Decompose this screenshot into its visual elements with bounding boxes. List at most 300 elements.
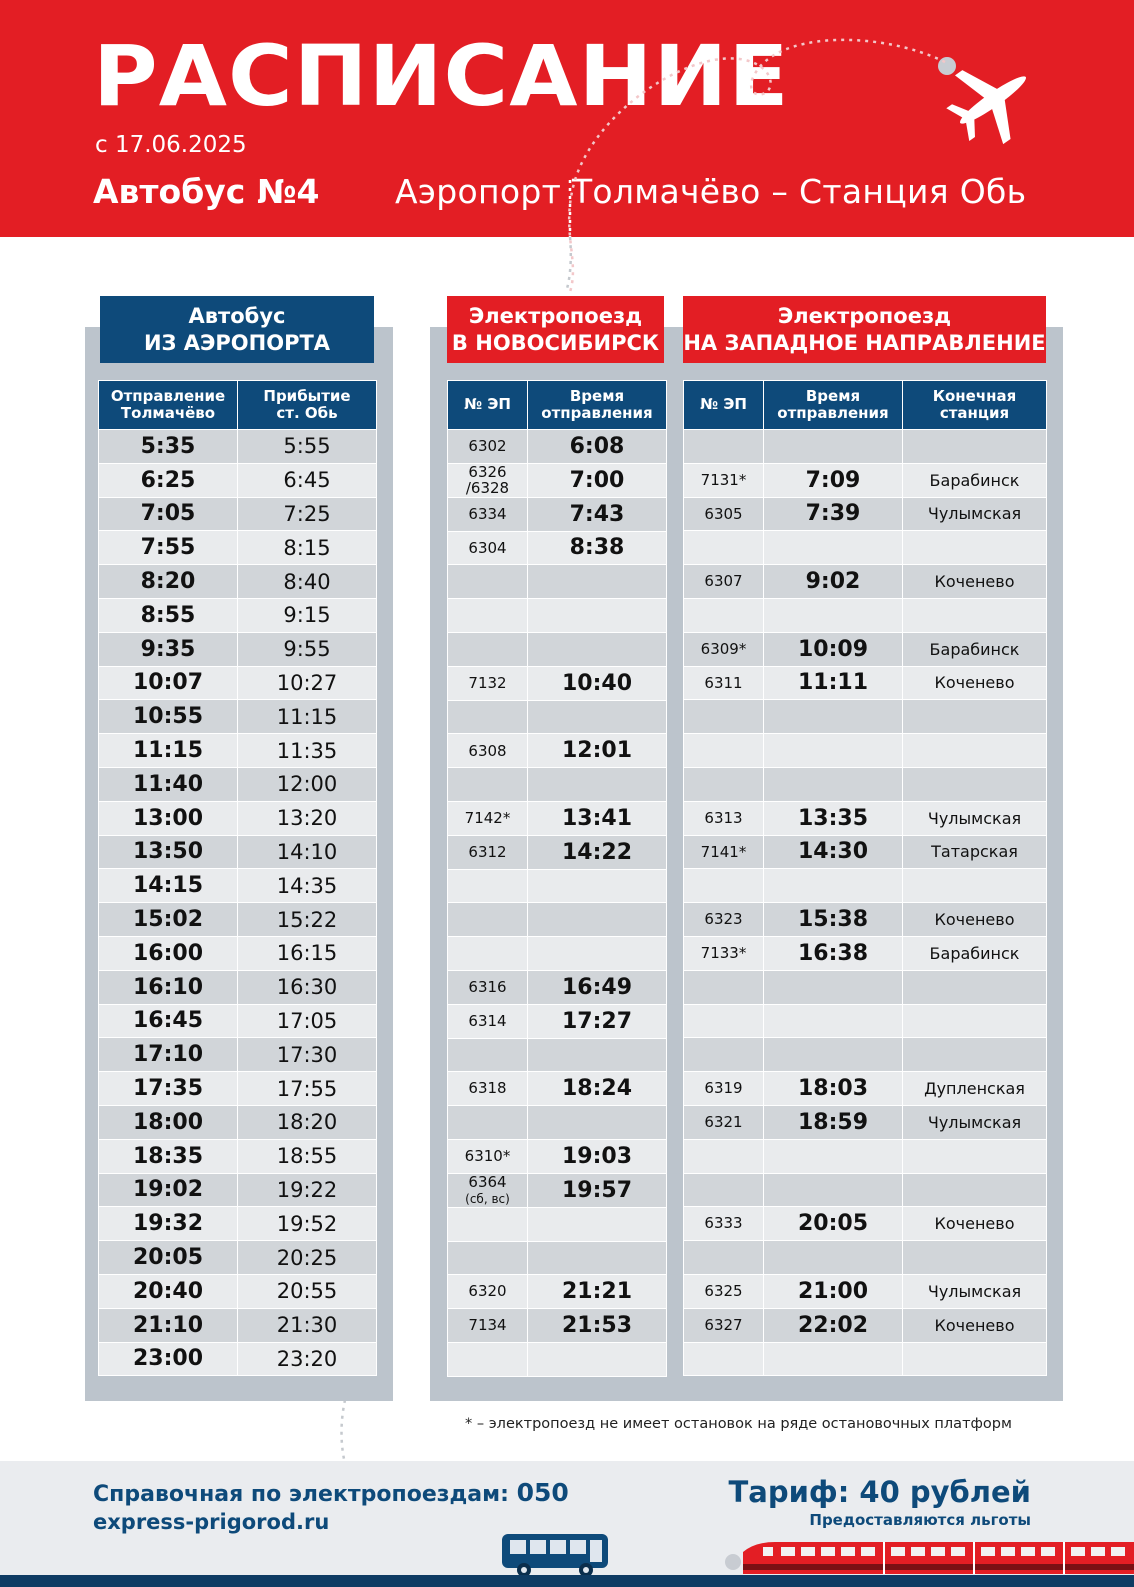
departure-time [764, 1241, 903, 1275]
table-row [99, 903, 377, 937]
departure-time: 21:00 [764, 1274, 903, 1308]
terminal-station [903, 1139, 1047, 1173]
arrival-time: 9:55 [238, 632, 377, 666]
table-row [448, 801, 667, 835]
table-row [684, 1139, 1047, 1173]
departure-time: 20:40 [99, 1274, 238, 1308]
departure-time: 21:21 [528, 1275, 667, 1309]
departure-time: 22:02 [764, 1308, 903, 1342]
departure-time [528, 903, 667, 937]
table-row [448, 497, 667, 531]
table-row [448, 1038, 667, 1072]
train-number-text: 6312 [468, 842, 507, 861]
website-link[interactable]: express-prigorod.ru [93, 1510, 330, 1534]
table-row [99, 835, 377, 869]
bus-schedule-table [98, 380, 377, 1376]
departure-time: 6:25 [99, 463, 238, 497]
terminal-station: Чулымская [903, 801, 1047, 835]
arrival-time: 17:05 [238, 1004, 377, 1038]
departure-time [528, 869, 667, 903]
table-row [684, 666, 1047, 700]
west-panel-header: Электропоезд НА ЗАПАДНОЕ НАПРАВЛЕНИЕ [683, 296, 1046, 363]
departure-time: 11:11 [764, 666, 903, 700]
train-number: 6333 [684, 1207, 764, 1241]
train-number-text: 6310* [464, 1147, 511, 1166]
terminal-station [903, 734, 1047, 768]
table-row [448, 1309, 667, 1343]
train-number: 6327 [684, 1308, 764, 1342]
departure-time: 20:05 [764, 1207, 903, 1241]
header-banner [0, 0, 1134, 237]
table-row [684, 869, 1047, 903]
train-number-text: 7142* [464, 809, 511, 828]
train-number: 6321 [684, 1105, 764, 1139]
departure-time: 10:55 [99, 700, 238, 734]
table-row [684, 1173, 1047, 1207]
table-row [684, 598, 1047, 632]
terminal-station [903, 1038, 1047, 1072]
table-row [99, 666, 377, 700]
train-number [448, 1072, 528, 1106]
departure-time: 17:10 [99, 1038, 238, 1072]
table-row [684, 1004, 1047, 1038]
departure-time [764, 700, 903, 734]
train-number [684, 700, 764, 734]
table-row [99, 1038, 377, 1072]
train-number: 6305 [684, 497, 764, 531]
table-row [99, 1342, 377, 1376]
table-row [448, 835, 667, 869]
departure-time [764, 1342, 903, 1376]
departure-time: 16:10 [99, 970, 238, 1004]
arrival-time: 12:00 [238, 767, 377, 801]
route-name: Аэропорт Толмачёво – Станция Обь [395, 172, 1027, 211]
train-number [448, 1241, 528, 1275]
train-number-text: 6334 [468, 504, 507, 523]
table-row [684, 903, 1047, 937]
terminal-station: Коченево [903, 565, 1047, 599]
table-row [448, 903, 667, 937]
departure-time: 21:10 [99, 1308, 238, 1342]
departure-time [764, 531, 903, 565]
table-row [99, 1072, 377, 1106]
terminal-station: Дупленская [903, 1072, 1047, 1106]
arrival-time: 19:52 [238, 1207, 377, 1241]
train-number [448, 1038, 528, 1072]
terminal-station: Татарская [903, 835, 1047, 869]
col-train-number: № ЭП [684, 381, 764, 430]
departure-time: 18:24 [528, 1072, 667, 1106]
helpline-number: 050 [516, 1478, 569, 1507]
col-departure-time: Время отправления [528, 381, 667, 430]
table-row [99, 1004, 377, 1038]
departure-time: 14:22 [528, 835, 667, 869]
table-row [99, 767, 377, 801]
arrival-time: 15:22 [238, 903, 377, 937]
train-number-extra: (сб, вс) [465, 1192, 510, 1207]
table-row [684, 1274, 1047, 1308]
departure-time [528, 1038, 667, 1072]
table-row [448, 700, 667, 734]
train-number [684, 1241, 764, 1275]
table-row [684, 1105, 1047, 1139]
table-row [448, 869, 667, 903]
departure-time: 19:57 [528, 1173, 667, 1207]
train-number-text: 6326 [468, 463, 507, 481]
train-number [448, 430, 528, 464]
west-schedule-table [683, 380, 1047, 1376]
nsk-panel-header: Электропоезд В НОВОСИБИРСК [447, 296, 664, 363]
departure-time [528, 565, 667, 599]
train-number [448, 768, 528, 802]
table-row [684, 1308, 1047, 1342]
train-number [448, 1342, 528, 1376]
col-terminal-station: Конечная станция [903, 381, 1047, 430]
arrival-time: 5:55 [238, 430, 377, 464]
terminal-station: Коченево [903, 1207, 1047, 1241]
train-number [684, 1038, 764, 1072]
train-number [448, 1106, 528, 1140]
train-number [448, 903, 528, 937]
departure-time [528, 1342, 667, 1376]
departure-time: 16:45 [99, 1004, 238, 1038]
table-row [684, 1207, 1047, 1241]
table-row [99, 531, 377, 565]
train-number [684, 598, 764, 632]
departure-time: 10:40 [528, 666, 667, 700]
table-row [684, 970, 1047, 1004]
table-row [448, 1275, 667, 1309]
departure-time: 7:55 [99, 531, 238, 565]
train-number [684, 767, 764, 801]
departure-time: 23:00 [99, 1342, 238, 1376]
arrival-time: 23:20 [238, 1342, 377, 1376]
departure-time: 21:53 [528, 1309, 667, 1343]
departure-time: 16:49 [528, 970, 667, 1004]
departure-time: 9:02 [764, 565, 903, 599]
table-row [684, 767, 1047, 801]
train-number [448, 1207, 528, 1241]
col-arrival: Прибытие ст. Обь [238, 381, 377, 430]
table-row [448, 632, 667, 666]
table-row [448, 1139, 667, 1173]
table-row [448, 768, 667, 802]
departure-time: 7:39 [764, 497, 903, 531]
departure-time [764, 1004, 903, 1038]
departure-time: 14:30 [764, 835, 903, 869]
footnote: * – электропоезд не имеет остановок на ряде остановочных платформ [465, 1416, 1012, 1432]
train-number-text: 6318 [468, 1079, 507, 1098]
terminal-station: Коченево [903, 903, 1047, 937]
departure-time: 19:03 [528, 1139, 667, 1173]
train-number [448, 531, 528, 565]
col-train-number: № ЭП [448, 381, 528, 430]
train-number [448, 734, 528, 768]
table-row [684, 531, 1047, 565]
departure-time: 7:43 [528, 497, 667, 531]
table-row [99, 700, 377, 734]
terminal-station: Чулымская [903, 497, 1047, 531]
terminal-station [903, 767, 1047, 801]
table-row [684, 1038, 1047, 1072]
departure-time: 19:32 [99, 1207, 238, 1241]
table-row [99, 497, 377, 531]
train-number [448, 599, 528, 633]
departure-time [528, 1241, 667, 1275]
train-number [448, 869, 528, 903]
table-row [684, 565, 1047, 599]
table-row [448, 565, 667, 599]
departure-time: 5:35 [99, 430, 238, 464]
train-number [448, 497, 528, 531]
table-row [99, 1308, 377, 1342]
train-number [448, 1139, 528, 1173]
departure-time [764, 767, 903, 801]
departure-time: 17:27 [528, 1004, 667, 1038]
train-number-text: 6302 [468, 437, 507, 456]
table-row [448, 1106, 667, 1140]
train-number [448, 1309, 528, 1343]
departure-time [528, 768, 667, 802]
departure-time [764, 734, 903, 768]
train-number-text: 6314 [468, 1011, 507, 1030]
train-icon [725, 1538, 1134, 1578]
table-row [99, 1173, 377, 1207]
terminal-station [903, 869, 1047, 903]
table-row [448, 430, 667, 464]
table-row [684, 463, 1047, 497]
train-number-text: 6320 [468, 1282, 507, 1301]
departure-time: 8:20 [99, 565, 238, 599]
arrival-time: 18:55 [238, 1139, 377, 1173]
table-row [684, 632, 1047, 666]
train-number [448, 1004, 528, 1038]
departure-time [528, 632, 667, 666]
arrival-time: 16:15 [238, 936, 377, 970]
train-number [448, 463, 528, 497]
departure-time [528, 1106, 667, 1140]
table-row [448, 463, 667, 497]
train-number [448, 937, 528, 971]
departure-time: 15:38 [764, 903, 903, 937]
table-row [684, 936, 1047, 970]
terminal-station: Барабинск [903, 632, 1047, 666]
arrival-time: 17:30 [238, 1038, 377, 1072]
train-number [448, 565, 528, 599]
departure-time [764, 869, 903, 903]
benefits-note: Предоставляются льготы [809, 1511, 1031, 1529]
table-row [448, 599, 667, 633]
train-number [448, 970, 528, 1004]
arrival-time: 20:55 [238, 1274, 377, 1308]
train-number [448, 1173, 528, 1207]
table-row [684, 1342, 1047, 1376]
departure-time [764, 970, 903, 1004]
arrival-time: 7:25 [238, 497, 377, 531]
train-number [448, 801, 528, 835]
table-row [684, 1241, 1047, 1275]
departure-time: 7:09 [764, 463, 903, 497]
bus-panel-header: Автобус ИЗ АЭРОПОРТА [100, 296, 374, 363]
departure-time: 13:50 [99, 835, 238, 869]
table-row [448, 1072, 667, 1106]
departure-time: 11:15 [99, 734, 238, 768]
table-row [684, 734, 1047, 768]
terminal-station [903, 531, 1047, 565]
arrival-time: 10:27 [238, 666, 377, 700]
table-row [99, 598, 377, 632]
departure-time: 12:01 [528, 734, 667, 768]
train-number-text: 6316 [468, 978, 507, 997]
departure-time [528, 937, 667, 971]
table-row [99, 430, 377, 464]
departure-time: 18:00 [99, 1105, 238, 1139]
train-number [684, 869, 764, 903]
terminal-station: Барабинск [903, 463, 1047, 497]
departure-time: 10:09 [764, 632, 903, 666]
train-number-text: 6304 [468, 538, 507, 557]
bus-number: Автобус №4 [93, 172, 320, 211]
departure-time: 7:05 [99, 497, 238, 531]
train-number [448, 666, 528, 700]
arrival-time: 8:15 [238, 531, 377, 565]
table-row [448, 734, 667, 768]
terminal-station [903, 700, 1047, 734]
train-number [684, 734, 764, 768]
table-row [684, 801, 1047, 835]
table-row [448, 1004, 667, 1038]
train-number [684, 531, 764, 565]
terminal-station [903, 1173, 1047, 1207]
departure-time: 8:55 [99, 598, 238, 632]
departure-time: 20:05 [99, 1241, 238, 1275]
departure-time [764, 1139, 903, 1173]
departure-time [528, 599, 667, 633]
table-row [684, 1072, 1047, 1106]
train-number [684, 1139, 764, 1173]
helpline: Справочная по электропоездам: 050 [93, 1478, 569, 1507]
arrival-time: 19:22 [238, 1173, 377, 1207]
train-number-text: 6364 [468, 1173, 507, 1191]
departure-time [764, 1038, 903, 1072]
train-number: 6325 [684, 1274, 764, 1308]
train-number-text: 7134 [468, 1316, 507, 1335]
train-number: 6309* [684, 632, 764, 666]
train-number-text: 6308 [468, 741, 507, 760]
arrival-time: 9:15 [238, 598, 377, 632]
departure-time [528, 1207, 667, 1241]
train-number: 7141* [684, 835, 764, 869]
table-row [99, 1105, 377, 1139]
table-row [99, 734, 377, 768]
table-row [99, 565, 377, 599]
table-row [448, 1342, 667, 1376]
terminal-station [903, 1342, 1047, 1376]
arrival-time: 11:35 [238, 734, 377, 768]
table-row [448, 1173, 667, 1207]
table-row [99, 632, 377, 666]
terminal-station [903, 430, 1047, 464]
terminal-station: Коченево [903, 1308, 1047, 1342]
table-row [99, 869, 377, 903]
train-number: 6319 [684, 1072, 764, 1106]
train-number: 6323 [684, 903, 764, 937]
table-row [448, 1241, 667, 1275]
departure-time: 15:02 [99, 903, 238, 937]
arrival-time: 17:55 [238, 1072, 377, 1106]
departure-time: 16:00 [99, 936, 238, 970]
train-number: 7133* [684, 936, 764, 970]
train-number: 7131* [684, 463, 764, 497]
terminal-station: Коченево [903, 666, 1047, 700]
train-number [684, 970, 764, 1004]
terminal-station: Барабинск [903, 936, 1047, 970]
departure-time: 6:08 [528, 430, 667, 464]
train-number: 6313 [684, 801, 764, 835]
terminal-station: Чулымская [903, 1274, 1047, 1308]
train-number-extra: /6328 [465, 479, 510, 498]
table-row [684, 700, 1047, 734]
departure-time: 14:15 [99, 869, 238, 903]
departure-time [764, 430, 903, 464]
page-title: РАСПИСАНИЕ [93, 27, 790, 125]
train-number [448, 835, 528, 869]
arrival-time: 18:20 [238, 1105, 377, 1139]
schedule-date: с 17.06.2025 [95, 132, 247, 158]
terminal-station [903, 970, 1047, 1004]
terminal-station [903, 1004, 1047, 1038]
departure-time: 18:03 [764, 1072, 903, 1106]
col-departure: Отправление Толмачёво [99, 381, 238, 430]
table-row [684, 835, 1047, 869]
table-row [448, 1207, 667, 1241]
train-number [448, 1275, 528, 1309]
train-number: 6307 [684, 565, 764, 599]
train-number [684, 1342, 764, 1376]
bottom-bar [0, 1575, 1134, 1587]
train-number [684, 430, 764, 464]
terminal-station: Чулымская [903, 1105, 1047, 1139]
train-number [448, 700, 528, 734]
departure-time: 18:35 [99, 1139, 238, 1173]
train-number [684, 1173, 764, 1207]
table-row [684, 430, 1047, 464]
arrival-time: 20:25 [238, 1241, 377, 1275]
departure-time: 18:59 [764, 1105, 903, 1139]
departure-time: 16:38 [764, 936, 903, 970]
arrival-time: 14:10 [238, 835, 377, 869]
train-number [684, 1004, 764, 1038]
table-row [99, 936, 377, 970]
train-number: 6311 [684, 666, 764, 700]
tariff: Тариф: 40 рублей [728, 1475, 1031, 1509]
departure-time: 7:00 [528, 463, 667, 497]
departure-time [764, 598, 903, 632]
table-row [684, 497, 1047, 531]
departure-time: 19:02 [99, 1173, 238, 1207]
departure-time [528, 700, 667, 734]
arrival-time: 21:30 [238, 1308, 377, 1342]
table-row [99, 801, 377, 835]
terminal-station [903, 1241, 1047, 1275]
arrival-time: 13:20 [238, 801, 377, 835]
table-row [448, 531, 667, 565]
arrival-time: 6:45 [238, 463, 377, 497]
table-row [99, 1241, 377, 1275]
departure-time: 8:38 [528, 531, 667, 565]
table-row [448, 937, 667, 971]
departure-time: 13:00 [99, 801, 238, 835]
